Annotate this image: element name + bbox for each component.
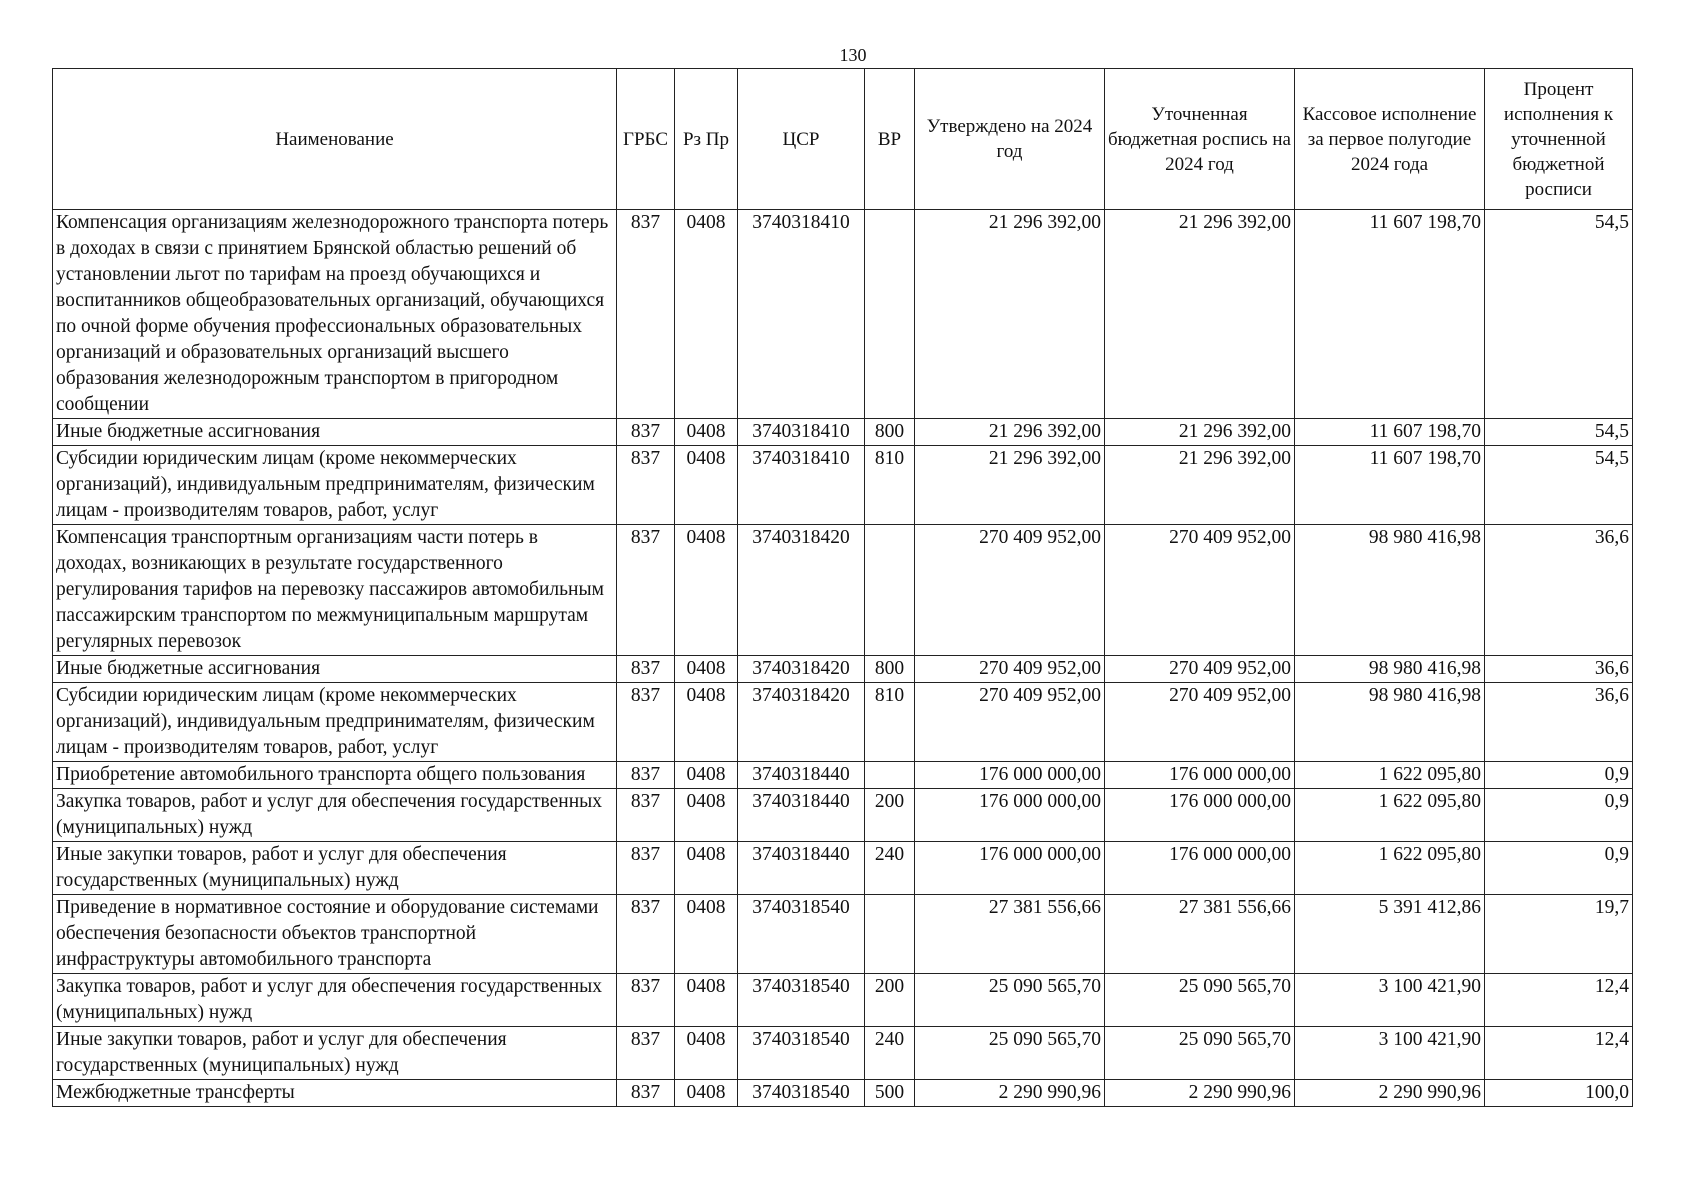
cell-csr: 3740318410 [738,210,865,419]
cell-cash: 1 622 095,80 [1295,789,1485,842]
cell-rzpr: 0408 [675,762,738,789]
cell-csr: 3740318420 [738,525,865,656]
cell-rzpr: 0408 [675,789,738,842]
cell-refined: 270 409 952,00 [1105,525,1295,656]
cell-csr: 3740318540 [738,895,865,974]
cell-csr: 3740318440 [738,762,865,789]
table-row [53,525,1633,656]
cell-csr: 3740318420 [738,683,865,762]
table-row [53,762,1633,789]
cell-rzpr: 0408 [675,1027,738,1080]
cell-cash: 2 290 990,96 [1295,1080,1485,1107]
cell-approved: 21 296 392,00 [915,210,1105,419]
cell-grbs: 837 [617,656,675,683]
cell-vr: 240 [865,842,915,895]
header-csr: ЦСР [738,69,865,210]
cell-refined: 21 296 392,00 [1105,419,1295,446]
cell-cash: 1 622 095,80 [1295,842,1485,895]
cell-rzpr: 0408 [675,656,738,683]
cell-percent: 0,9 [1485,789,1633,842]
table-body [53,210,1633,1107]
table-row [53,210,1633,419]
table-row [53,1080,1633,1107]
cell-vr: 800 [865,419,915,446]
cell-csr: 3740318540 [738,974,865,1027]
cell-percent: 54,5 [1485,419,1633,446]
cell-cash: 11 607 198,70 [1295,419,1485,446]
cell-grbs: 837 [617,419,675,446]
cell-csr: 3740318440 [738,789,865,842]
cell-approved: 270 409 952,00 [915,525,1105,656]
cell-vr: 810 [865,683,915,762]
cell-name: Субсидии юридическим лицам (кроме некоммерческих организаций), индивидуальным предпринимателям, физическим лицам - производителям товаров, работ, услуг [53,683,617,762]
cell-name: Иные бюджетные ассигнования [53,656,617,683]
table-row [53,1027,1633,1080]
cell-grbs: 837 [617,1027,675,1080]
cell-grbs: 837 [617,842,675,895]
cell-name: Субсидии юридическим лицам (кроме некоммерческих организаций), индивидуальным предпринимателям, физическим лицам - производителям товаров, работ, услуг [53,446,617,525]
cell-rzpr: 0408 [675,683,738,762]
cell-csr: 3740318410 [738,419,865,446]
cell-percent: 12,4 [1485,974,1633,1027]
table-row [53,656,1633,683]
cell-grbs: 837 [617,895,675,974]
table-row [53,842,1633,895]
cell-refined: 176 000 000,00 [1105,762,1295,789]
cell-approved: 25 090 565,70 [915,974,1105,1027]
cell-refined: 21 296 392,00 [1105,210,1295,419]
cell-cash: 1 622 095,80 [1295,762,1485,789]
cell-approved: 176 000 000,00 [915,842,1105,895]
cell-rzpr: 0408 [675,210,738,419]
cell-cash: 98 980 416,98 [1295,525,1485,656]
cell-vr: 800 [865,656,915,683]
cell-refined: 21 296 392,00 [1105,446,1295,525]
cell-percent: 19,7 [1485,895,1633,974]
table-row [53,683,1633,762]
cell-name: Компенсация организациям железнодорожного транспорта потерь в доходах в связи с принятием Брянской областью решений об установлении льгот по тарифам на проезд обучающихся и воспитанников общеобразовательных организаций, обучающихся по очной форме обучения профессиональных образовательных организаций и образовательных организаций высшего образования железнодорожным транспортом в пригородном сообщении [53,210,617,419]
cell-percent: 100,0 [1485,1080,1633,1107]
cell-cash: 3 100 421,90 [1295,974,1485,1027]
table-row [53,446,1633,525]
cell-grbs: 837 [617,683,675,762]
header-percent: Процент исполнения к уточненной бюджетной росписи [1485,69,1633,210]
cell-vr: 200 [865,974,915,1027]
cell-name: Иные закупки товаров, работ и услуг для обеспечения государственных (муниципальных) нужд [53,1027,617,1080]
cell-grbs: 837 [617,525,675,656]
cell-name: Иные закупки товаров, работ и услуг для обеспечения государственных (муниципальных) нужд [53,842,617,895]
cell-csr: 3740318540 [738,1080,865,1107]
cell-percent: 12,4 [1485,1027,1633,1080]
cell-name: Иные бюджетные ассигнования [53,419,617,446]
cell-percent: 36,6 [1485,656,1633,683]
cell-csr: 3740318420 [738,656,865,683]
cell-approved: 2 290 990,96 [915,1080,1105,1107]
cell-rzpr: 0408 [675,842,738,895]
cell-vr [865,210,915,419]
header-rzpr: Рз Пр [675,69,738,210]
cell-approved: 21 296 392,00 [915,446,1105,525]
budget-table [52,68,1633,1107]
cell-vr [865,895,915,974]
table-header-row [53,69,1633,210]
cell-grbs: 837 [617,1080,675,1107]
cell-rzpr: 0408 [675,419,738,446]
cell-grbs: 837 [617,210,675,419]
cell-refined: 25 090 565,70 [1105,974,1295,1027]
cell-rzpr: 0408 [675,1080,738,1107]
cell-cash: 5 391 412,86 [1295,895,1485,974]
cell-cash: 11 607 198,70 [1295,446,1485,525]
table-row [53,789,1633,842]
cell-csr: 3740318410 [738,446,865,525]
cell-vr: 500 [865,1080,915,1107]
page-number: 130 [839,45,867,65]
cell-refined: 270 409 952,00 [1105,656,1295,683]
cell-name: Закупка товаров, работ и услуг для обеспечения государственных (муниципальных) нужд [53,789,617,842]
cell-name: Закупка товаров, работ и услуг для обеспечения государственных (муниципальных) нужд [53,974,617,1027]
cell-approved: 270 409 952,00 [915,656,1105,683]
cell-vr: 810 [865,446,915,525]
cell-refined: 25 090 565,70 [1105,1027,1295,1080]
cell-rzpr: 0408 [675,446,738,525]
cell-csr: 3740318540 [738,1027,865,1080]
cell-csr: 3740318440 [738,842,865,895]
cell-name: Приведение в нормативное состояние и оборудование системами обеспечения безопасности объектов транспортной инфраструктуры автомобильного транспорта [53,895,617,974]
cell-approved: 25 090 565,70 [915,1027,1105,1080]
table-row [53,974,1633,1027]
table-row [53,419,1633,446]
cell-vr: 200 [865,789,915,842]
header-approved: Утверждено на 2024 год [915,69,1105,210]
cell-cash: 98 980 416,98 [1295,683,1485,762]
header-vr: ВР [865,69,915,210]
header-refined: Уточненная бюджетная роспись на 2024 год [1105,69,1295,210]
cell-name: Приобретение автомобильного транспорта общего пользования [53,762,617,789]
cell-percent: 36,6 [1485,525,1633,656]
cell-percent: 0,9 [1485,842,1633,895]
cell-refined: 2 290 990,96 [1105,1080,1295,1107]
cell-percent: 54,5 [1485,446,1633,525]
cell-cash: 3 100 421,90 [1295,1027,1485,1080]
cell-refined: 270 409 952,00 [1105,683,1295,762]
cell-approved: 27 381 556,66 [915,895,1105,974]
header-grbs: ГРБС [617,69,675,210]
table-row [53,895,1633,974]
cell-vr: 240 [865,1027,915,1080]
cell-percent: 0,9 [1485,762,1633,789]
cell-name: Межбюджетные трансферты [53,1080,617,1107]
cell-percent: 54,5 [1485,210,1633,419]
cell-approved: 21 296 392,00 [915,419,1105,446]
cell-refined: 27 381 556,66 [1105,895,1295,974]
cell-approved: 176 000 000,00 [915,789,1105,842]
cell-refined: 176 000 000,00 [1105,789,1295,842]
cell-approved: 176 000 000,00 [915,762,1105,789]
cell-rzpr: 0408 [675,525,738,656]
cell-rzpr: 0408 [675,974,738,1027]
cell-grbs: 837 [617,446,675,525]
cell-rzpr: 0408 [675,895,738,974]
cell-vr [865,525,915,656]
cell-grbs: 837 [617,789,675,842]
header-name: Наименование [53,69,617,210]
cell-name: Компенсация транспортным организациям части потерь в доходах, возникающих в результате государственного регулирования тарифов на перевозку пассажиров автомобильным пассажирским транспортом по межмуниципальным маршрутам регулярных перевозок [53,525,617,656]
cell-refined: 176 000 000,00 [1105,842,1295,895]
header-cash: Кассовое исполнение за первое полугодие 2024 года [1295,69,1485,210]
cell-cash: 98 980 416,98 [1295,656,1485,683]
cell-approved: 270 409 952,00 [915,683,1105,762]
cell-grbs: 837 [617,974,675,1027]
cell-grbs: 837 [617,762,675,789]
cell-cash: 11 607 198,70 [1295,210,1485,419]
cell-vr [865,762,915,789]
cell-percent: 36,6 [1485,683,1633,762]
